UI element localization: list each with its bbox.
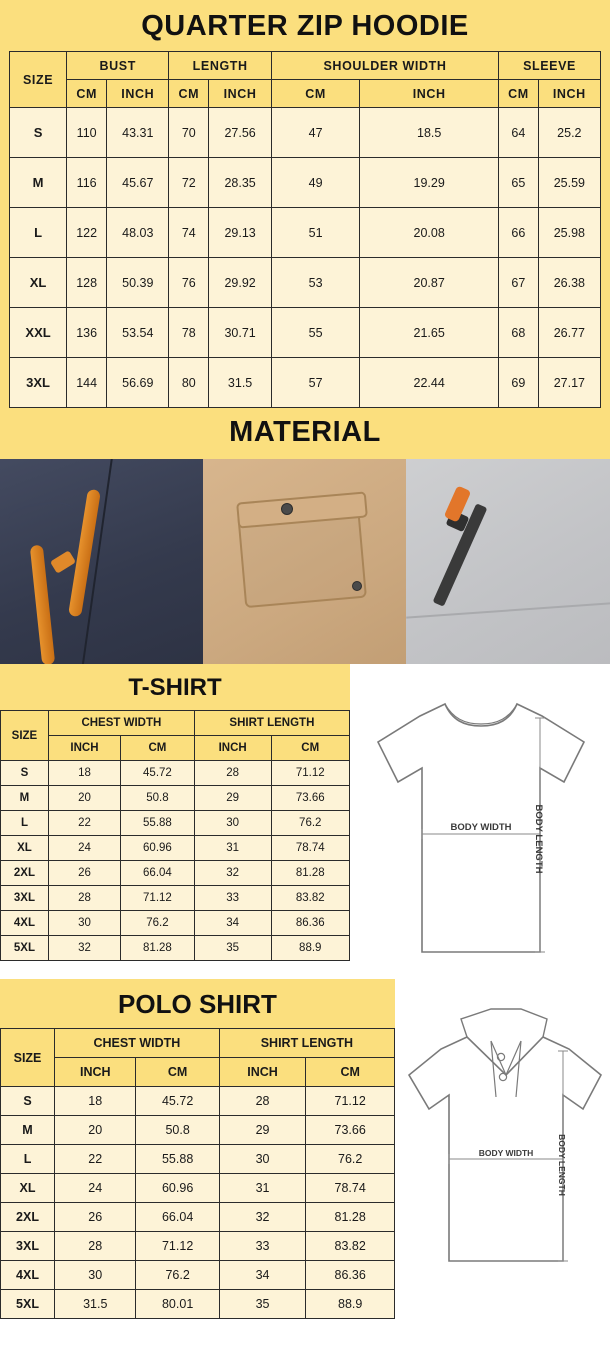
hoodie-cell: 69 [499,358,539,408]
polo-diagram-panel [395,979,610,1319]
hoodie-cell: 27.17 [538,358,600,408]
table-row [1,936,350,961]
hoodie-header-sleeve: SLEEVE [499,52,601,80]
polo-row-size: 2XL [1,1203,55,1232]
polo-cell: 18 [55,1087,136,1116]
tshirt-unit-chest-cm: CM [121,736,195,761]
tshirt-cell: 55.88 [121,811,195,836]
polo-cell: 83.82 [306,1232,395,1261]
polo-cell: 31.5 [55,1290,136,1319]
polo-cell: 26 [55,1203,136,1232]
hoodie-header-bust: BUST [67,52,169,80]
polo-cell: 60.96 [136,1174,219,1203]
hoodie-cell: 66 [499,208,539,258]
polo-row-size: M [1,1116,55,1145]
polo-cell: 24 [55,1174,136,1203]
hoodie-cell: 25.98 [538,208,600,258]
tshirt-cell: 26 [48,861,120,886]
polo-cell: 50.8 [136,1116,219,1145]
polo-cell: 66.04 [136,1203,219,1232]
polo-cell: 76.2 [306,1145,395,1174]
hoodie-cell: 128 [67,258,107,308]
tshirt-row-size: 4XL [1,911,49,936]
hoodie-cell: 19.29 [360,158,499,208]
hoodie-header-shoulder-width: SHOULDER WIDTH [271,52,498,80]
tshirt-cell: 60.96 [121,836,195,861]
polo-row-size: 3XL [1,1232,55,1261]
polo-size-table [0,1028,395,1319]
hoodie-title: QUARTER ZIP HOODIE [0,0,610,51]
hoodie-cell: 50.39 [107,258,169,308]
hoodie-cell: 31.5 [209,358,272,408]
hoodie-unit-sleeve-inch: INCH [538,80,600,108]
tshirt-cell: 24 [48,836,120,861]
polo-cell: 35 [219,1290,306,1319]
polo-header-size: SIZE [1,1029,55,1087]
polo-cell: 30 [219,1145,306,1174]
tshirt-title: T-SHIRT [128,674,222,701]
table-row [1,1174,395,1203]
tshirt-diagram [350,664,610,961]
table-row [1,1232,395,1261]
hoodie-header-length: LENGTH [169,52,272,80]
hoodie-unit-bust-inch: INCH [107,80,169,108]
tshirt-cell: 88.9 [271,936,350,961]
hoodie-cell: 28.35 [209,158,272,208]
tshirt-cell: 71.12 [271,761,350,786]
hoodie-row-size: 3XL [10,358,67,408]
hoodie-cell: 48.03 [107,208,169,258]
hoodie-cell: 64 [499,108,539,158]
table-row [10,308,601,358]
hoodie-cell: 70 [169,108,209,158]
hoodie-cell: 53 [271,258,359,308]
tshirt-cell: 20 [48,786,120,811]
hoodie-header-row-units [10,80,601,108]
polo-row-size: L [1,1145,55,1174]
hoodie-cell: 136 [67,308,107,358]
hoodie-unit-sleeve-cm: CM [499,80,539,108]
tshirt-unit-length-cm: CM [271,736,350,761]
hoodie-unit-bust-cm: CM [67,80,107,108]
tshirt-body-length-label: BODY LENGTH [533,804,544,874]
hoodie-cell: 68 [499,308,539,358]
tshirt-header-shirt-length: SHIRT LENGTH [194,711,349,736]
polo-unit-chest-cm: CM [136,1058,219,1087]
tshirt-cell: 28 [194,761,271,786]
hoodie-row-size: S [10,108,67,158]
hoodie-unit-length-cm: CM [169,80,209,108]
polo-cell: 22 [55,1145,136,1174]
hoodie-cell: 43.31 [107,108,169,158]
tshirt-cell: 30 [194,811,271,836]
hoodie-cell: 56.69 [107,358,169,408]
hoodie-row-size: XXL [10,308,67,358]
polo-row-size: S [1,1087,55,1116]
polo-cell: 71.12 [306,1087,395,1116]
hoodie-cell: 27.56 [209,108,272,158]
tshirt-cell: 28 [48,886,120,911]
tshirt-row-size: 3XL [1,886,49,911]
polo-cell: 29 [219,1116,306,1145]
tshirt-cell: 66.04 [121,861,195,886]
hoodie-unit-length-inch: INCH [209,80,272,108]
hoodie-row-size: M [10,158,67,208]
polo-cell: 80.01 [136,1290,219,1319]
tshirt-cell: 35 [194,936,271,961]
polo-row-size: 4XL [1,1261,55,1290]
tshirt-cell: 71.12 [121,886,195,911]
hoodie-cell: 18.5 [360,108,499,158]
hoodie-cell: 29.92 [209,258,272,308]
polo-cell: 78.74 [306,1174,395,1203]
hoodie-cell: 67 [499,258,539,308]
table-row [1,1203,395,1232]
polo-cell: 71.12 [136,1232,219,1261]
tshirt-outline-icon [350,664,610,994]
tshirt-header-chest-width: CHEST WIDTH [48,711,194,736]
tshirt-cell: 18 [48,761,120,786]
tshirt-size-table [0,710,350,961]
polo-cell: 33 [219,1232,306,1261]
hoodie-cell: 78 [169,308,209,358]
polo-title: POLO SHIRT [118,989,277,1019]
table-row [1,1116,395,1145]
polo-body-length-label: BODY LENGTH [557,1134,567,1196]
tshirt-cell: 83.82 [271,886,350,911]
polo-cell: 88.9 [306,1290,395,1319]
polo-unit-length-inch: INCH [219,1058,306,1087]
tshirt-cell: 50.8 [121,786,195,811]
hoodie-cell: 110 [67,108,107,158]
polo-cell: 32 [219,1203,306,1232]
table-row [1,811,350,836]
hoodie-cell: 55 [271,308,359,358]
tshirt-table-panel [0,664,350,961]
polo-outline-icon [395,979,610,1279]
hoodie-cell: 144 [67,358,107,408]
polo-row-size: XL [1,1174,55,1203]
table-row [10,358,601,408]
polo-header-row-groups [1,1029,395,1058]
hoodie-unit-shoulder-inch: INCH [360,80,499,108]
polo-diagram [395,979,610,1319]
hoodie-cell: 53.54 [107,308,169,358]
polo-cell: 45.72 [136,1087,219,1116]
hoodie-cell: 57 [271,358,359,408]
hoodie-cell: 30.71 [209,308,272,358]
hoodie-cell: 74 [169,208,209,258]
hoodie-cell: 21.65 [360,308,499,358]
polo-cell: 86.36 [306,1261,395,1290]
tshirt-row-size: M [1,786,49,811]
tshirt-body-width-label: BODY WIDTH [450,822,512,833]
table-row [1,1290,395,1319]
material-title: MATERIAL [0,408,610,459]
table-row [1,836,350,861]
table-row [10,158,601,208]
polo-cell: 30 [55,1261,136,1290]
polo-header-row-units [1,1058,395,1087]
navy-hoodie-drawcord-photo [0,459,203,664]
tshirt-cell: 78.74 [271,836,350,861]
tshirt-cell: 22 [48,811,120,836]
polo-cell: 81.28 [306,1203,395,1232]
tshirt-row-size: 2XL [1,861,49,886]
hoodie-size-table [9,51,601,408]
polo-section [0,979,610,1319]
table-row [1,786,350,811]
tshirt-row-size: S [1,761,49,786]
hoodie-header-size: SIZE [10,52,67,108]
tshirt-cell: 32 [48,936,120,961]
polo-header-shirt-length: SHIRT LENGTH [219,1029,394,1058]
hoodie-cell: 49 [271,158,359,208]
hoodie-cell: 25.59 [538,158,600,208]
polo-cell: 31 [219,1174,306,1203]
tshirt-cell: 33 [194,886,271,911]
hoodie-cell: 26.38 [538,258,600,308]
polo-cell: 28 [55,1232,136,1261]
tshirt-cell: 81.28 [121,936,195,961]
hoodie-section [0,0,610,664]
tshirt-cell: 34 [194,911,271,936]
table-row [10,108,601,158]
hoodie-row-size: XL [10,258,67,308]
snap-button-icon [352,581,362,591]
hoodie-cell: 72 [169,158,209,208]
polo-row-size: 5XL [1,1290,55,1319]
polo-cell: 76.2 [136,1261,219,1290]
polo-cell: 55.88 [136,1145,219,1174]
hoodie-cell: 20.87 [360,258,499,308]
table-row [1,1145,395,1174]
hoodie-cell: 80 [169,358,209,408]
tshirt-cell: 81.28 [271,861,350,886]
hoodie-cell: 45.67 [107,158,169,208]
table-row [10,208,601,258]
tshirt-unit-length-inch: INCH [194,736,271,761]
hoodie-cell: 22.44 [360,358,499,408]
polo-header-chest-width: CHEST WIDTH [55,1029,220,1058]
hoodie-cell: 20.08 [360,208,499,258]
polo-unit-chest-inch: INCH [55,1058,136,1087]
tshirt-header-row-units [1,736,350,761]
table-row [10,258,601,308]
tshirt-section [0,664,610,961]
polo-cell: 28 [219,1087,306,1116]
tshirt-header-row-groups [1,711,350,736]
tshirt-cell: 76.2 [121,911,195,936]
hoodie-cell: 26.77 [538,308,600,358]
tshirt-header-size: SIZE [1,711,49,761]
hoodie-cell: 51 [271,208,359,258]
hoodie-cell: 29.13 [209,208,272,258]
hoodie-cell: 116 [67,158,107,208]
polo-table-panel [0,979,395,1319]
polo-cell: 34 [219,1261,306,1290]
tshirt-row-size: XL [1,836,49,861]
grey-zipper-detail-photo [406,459,610,664]
hoodie-cell: 122 [67,208,107,258]
hoodie-row-size: L [10,208,67,258]
tshirt-cell: 32 [194,861,271,886]
snap-button-icon [281,503,293,515]
tshirt-unit-chest-inch: INCH [48,736,120,761]
tshirt-cell: 30 [48,911,120,936]
table-row [1,911,350,936]
polo-unit-length-cm: CM [306,1058,395,1087]
tshirt-cell: 29 [194,786,271,811]
polo-cell: 73.66 [306,1116,395,1145]
tshirt-cell: 86.36 [271,911,350,936]
tshirt-cell: 31 [194,836,271,861]
hoodie-cell: 47 [271,108,359,158]
table-row [1,761,350,786]
material-photo-row [0,459,610,664]
tshirt-row-size: L [1,811,49,836]
tshirt-cell: 73.66 [271,786,350,811]
tan-sleeve-pocket-photo [203,459,406,664]
table-row [1,1087,395,1116]
hoodie-cell: 65 [499,158,539,208]
hoodie-cell: 76 [169,258,209,308]
table-row [1,886,350,911]
tshirt-diagram-panel [350,664,610,961]
tshirt-cell: 45.72 [121,761,195,786]
table-row [1,861,350,886]
polo-cell: 20 [55,1116,136,1145]
polo-body-width-label: BODY WIDTH [478,1148,534,1158]
tshirt-row-size: 5XL [1,936,49,961]
hoodie-cell: 25.2 [538,108,600,158]
table-row [1,1261,395,1290]
tshirt-cell: 76.2 [271,811,350,836]
hoodie-header-row-groups [10,52,601,80]
hoodie-unit-shoulder-cm: CM [271,80,359,108]
